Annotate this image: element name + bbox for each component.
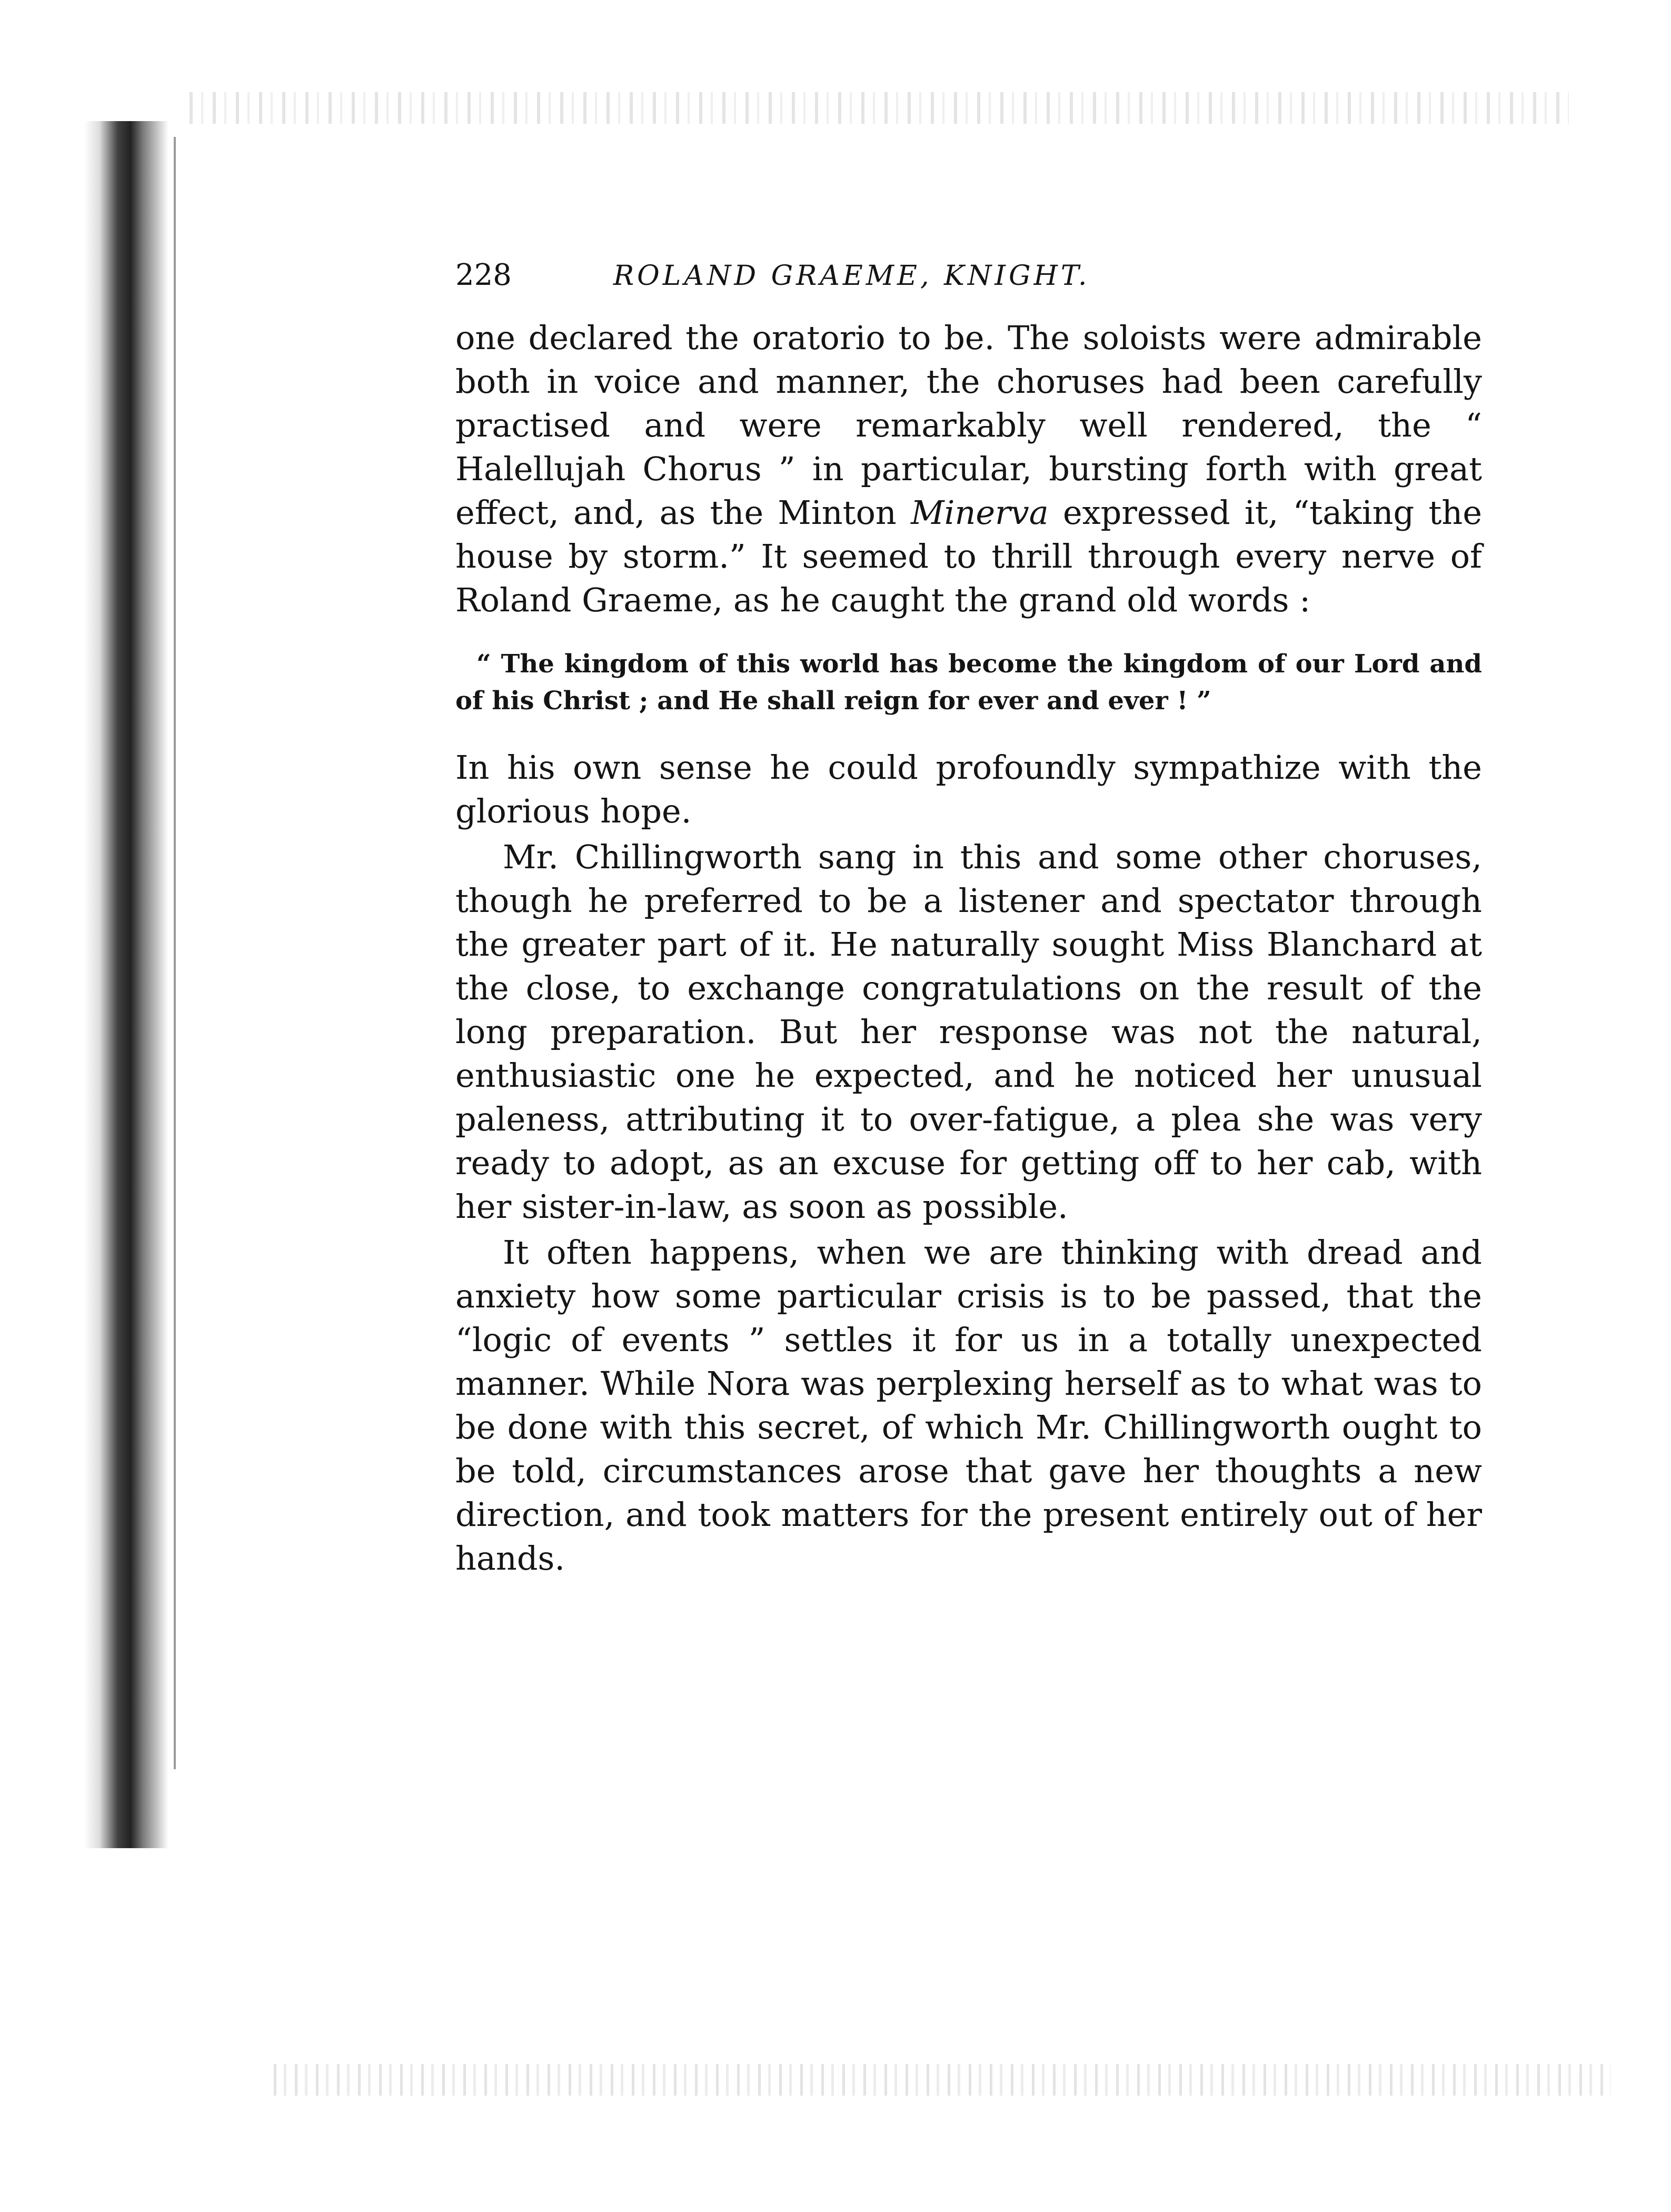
paragraph-1-part-2: expressed it, “taking the house by storm.” It seemed to thrill through every nerve of Roland Graeme, as he caught the grand old words : bbox=[455, 493, 1483, 619]
binding-edge-line bbox=[174, 137, 176, 1769]
paragraph-3: Mr. Chillingworth sang in this and some other choruses, though he preferred to be a listener and spectator through the greater part of it. He naturally sought Miss Blanchard at the close, to exchange congratulations on the result of the long preparation. But her response was not the natural, enthusiastic one he expected, and he noticed her unusual paleness, attributing it to over-fatigue, a plea she was very ready to adopt, as an excuse for getting off to her cab, with her sister-in-law, as soon as possible. bbox=[455, 838, 1482, 1226]
paragraph-2: In his own sense he could profoundly sympathize with the glorious hope. bbox=[455, 748, 1482, 830]
paragraph-1 bbox=[455, 316, 1482, 622]
bottom-scan-noise bbox=[274, 2064, 1611, 2096]
text-block bbox=[455, 258, 1482, 1580]
binding-shadow bbox=[84, 121, 168, 1848]
block-quote bbox=[455, 646, 1482, 719]
paragraph-1-part-1: one declared the oratorio to be. The soloists were admirable both in voice and manner, the choruses had been carefully practised and were remarkably well rendered, the “ Halellujah Chorus ” in particular, bursting forth with great effect, and, as the Minton bbox=[455, 319, 1482, 532]
page-number: 228 bbox=[455, 258, 512, 292]
running-title: ROLAND GRAEME, KNIGHT. bbox=[613, 260, 1090, 292]
paragraph-4: It often happens, when we are thinking with dread and anxiety how some particular crisis is to be passed, that the “logic of events ” settles it for us in a totally unexpected manner. While Nora was perplexing herself as to what was to be done with this secret, of which Mr. Chillingworth ought to be told, circumstances arose that gave her thoughts a new direction, and took matters for the present entirely out of her hands. bbox=[455, 1233, 1482, 1578]
minerva-italic: Minerva bbox=[911, 493, 1049, 532]
running-head bbox=[455, 258, 1482, 305]
block-quote-text: “ The kingdom of this world has become the kingdom of our Lord and of his Christ ; and He shall reign for ever and ever ! ” bbox=[455, 649, 1482, 716]
top-scan-noise bbox=[190, 92, 1569, 124]
